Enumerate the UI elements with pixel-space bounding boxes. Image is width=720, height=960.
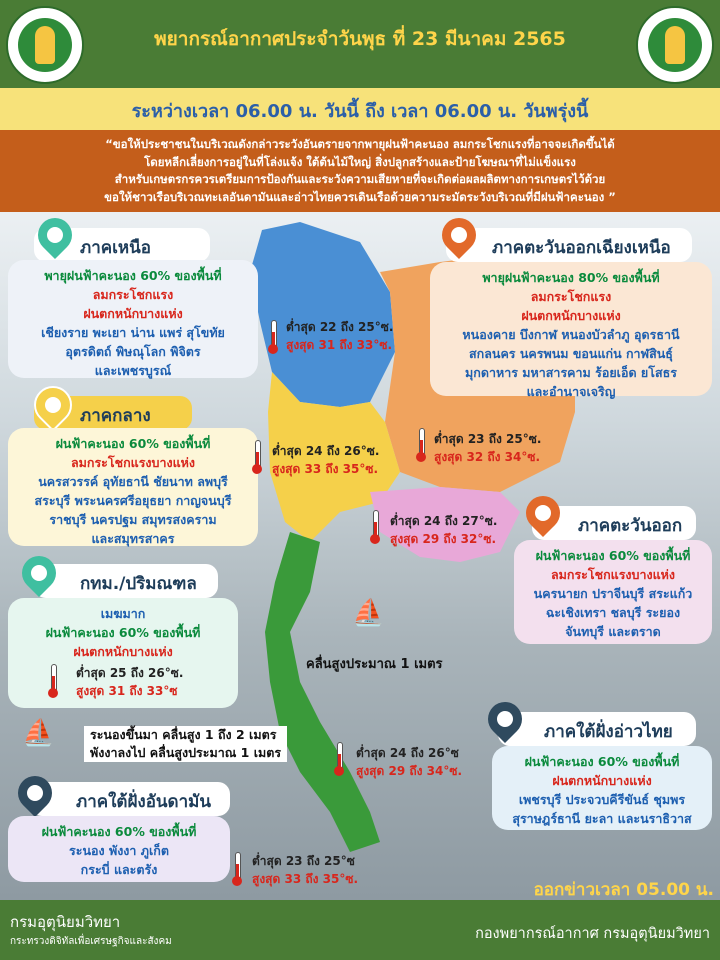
tab-north: ภาคเหนือ	[34, 228, 210, 262]
temp-south-andaman: ต่ำสุด 23 ถึง 25°ซ สูงสุด 33 ถึง 35°ซ.	[252, 854, 359, 886]
footer-org: กรมอุตุนิยมวิทยา	[10, 913, 121, 931]
thermometer-icon	[48, 664, 58, 698]
andaman-wave-text: ระนองขึ้นมา คลื่นสูง 1 ถึง 2 เมตร พังงาลงไป คลื่นสูงประมาณ 1 เมตร	[84, 726, 287, 762]
card-south-andaman: ฝนฟ้าคะนอง 60% ของพื้นที่ ระนอง พังงา ภูเก็ต กระบี่ และตรัง	[8, 816, 230, 882]
footer-division: กองพยากรณ์อากาศ กรมอุตุนิยมวิทยา	[475, 926, 710, 942]
tab-central: ภาคกลาง	[34, 396, 192, 430]
tab-south-andaman: ภาคใต้ฝั่งอันดามัน	[30, 782, 230, 816]
warning-text: “ขอให้ประชาชนในบริเวณดังกล่าวระวังอันตรายจากพายุฝนฟ้าคะนอง ลมกระโชกแรงที่อาจจะเกิดขึ้นได้ โดยหลีกเลี่ยงการอยู่ในที่โล่งแจ้ง ใต้ต้นไม้ใหญ่ สิ่งปลูกสร้างและป้ายโฆษณาที่ไม่แข็งแรง สำหรับเกษตรกรควรเตรียมการป้องกันและระวังความเสียหายที่จะเกิดต่อผลผลิตทางการเกษตรไว้ด้วย ขอให้ชาวเรือบริเวณทะเลอันดามันและอ่าวไทยควรเดินเรือด้วยความระมัดระวังบริเวณที่มีฝนฟ้าคะนอง ”	[104, 137, 616, 204]
thermometer-icon	[416, 428, 426, 462]
tab-northeast: ภาคตะวันออกเฉียงเหนือ	[446, 228, 692, 262]
temp-east: ต่ำสุด 24 ถึง 27°ซ. สูงสุด 29 ถึง 32°ซ.	[390, 514, 498, 546]
thermometer-icon	[232, 852, 242, 886]
temp-north: ต่ำสุด 22 ถึง 25°ซ. สูงสุด 31 ถึง 33°ซ.	[286, 320, 394, 352]
tab-bangkok: กทม./ปริมณฑล	[34, 564, 218, 598]
card-northeast: พายุฝนฟ้าคะนอง 80% ของพื้นที่ ลมกระโชกแรง ฝนตกหนักบางแห่ง หนองคาย บึงกาฬ หนองบัวลำภู อุดรธานี สกลนคร นครพนม ขอนแก่น กาฬสินธุ์ มุกดาหาร มหาสารคาม ร้อยเอ็ด ยโสธร และอำนาจเจริญ	[430, 262, 712, 396]
temp-south-gulf: ต่ำสุด 24 ถึง 26°ซ สูงสุด 29 ถึง 34°ซ.	[356, 746, 463, 778]
page-title: พยากรณ์อากาศประจำวันพุธ ที่ 23 มีนาคม 2565	[154, 28, 566, 50]
temp-northeast: ต่ำสุด 23 ถึง 25°ซ. สูงสุด 32 ถึง 34°ซ.	[434, 432, 542, 464]
tab-south-gulf: ภาคใต้ฝั่งอ่าวไทย	[498, 712, 696, 746]
temp-bangkok: ต่ำสุด 25 ถึง 26°ซ. สูงสุด 31 ถึง 33°ซ	[76, 666, 184, 698]
sailboat-icon: ⛵	[352, 598, 385, 628]
thermometer-icon	[370, 510, 380, 544]
card-north: พายุฝนฟ้าคะนอง 60% ของพื้นที่ ลมกระโชกแรง ฝนตกหนักบางแห่ง เชียงราย พะเยา น่าน แพร่ สุโขทัย อุตรดิตถ์ พิษณุโลก พิจิตร และเพชรบูรณ์	[8, 260, 258, 378]
thermometer-icon	[268, 320, 278, 354]
thermometer-icon	[252, 440, 262, 474]
card-central: ฝนฟ้าคะนอง 60% ของพื้นที่ ลมกระโชกแรงบางแห่ง นครสวรรค์ อุทัยธานี ชัยนาท ลพบุรี สระบุรี พระนครศรีอยุธยา กาญจนบุรี ราชบุรี นครปฐม สมุทรสงคราม และสมุทรสาคร	[8, 428, 258, 546]
thermometer-icon	[334, 742, 344, 776]
ministry-logo	[6, 6, 84, 84]
issued-time: ออกข่าวเวลา 05.00 น.	[533, 880, 714, 900]
card-south-gulf: ฝนฟ้าคะนอง 60% ของพื้นที่ ฝนตกหนักบางแห่ง เพชรบุรี ประจวบคีรีขันธ์ ชุมพร สุราษฎร์ธานี ยะลา และนราธิวาส	[492, 746, 712, 830]
sailboat-icon: ⛵	[22, 718, 55, 748]
tmd-logo	[636, 6, 714, 84]
map-south	[265, 532, 380, 852]
card-east: ฝนฟ้าคะนอง 60% ของพื้นที่ ลมกระโชกแรงบางแห่ง นครนายก ปราจีนบุรี สระแก้ว ฉะเชิงเทรา ชลบุรี ระยอง จันทบุรี และตราด	[514, 540, 712, 644]
temp-central: ต่ำสุด 24 ถึง 26°ซ. สูงสุด 33 ถึง 35°ซ.	[272, 444, 380, 476]
gulf-wave-text: คลื่นสูงประมาณ 1 เมตร	[306, 657, 443, 672]
card-bangkok: เมฆมาก ฝนฟ้าคะนอง 60% ของพื้นที่ ฝนตกหนักบางแห่ง	[8, 598, 238, 708]
footer-ministry: กระทรวงดิจิทัลเพื่อเศรษฐกิจและสังคม	[10, 936, 172, 947]
period-text: ระหว่างเวลา 06.00 น. วันนี้ ถึง เวลา 06.00 น. วันพรุ่งนี้	[131, 101, 589, 122]
tab-east: ภาคตะวันออก	[532, 506, 696, 540]
